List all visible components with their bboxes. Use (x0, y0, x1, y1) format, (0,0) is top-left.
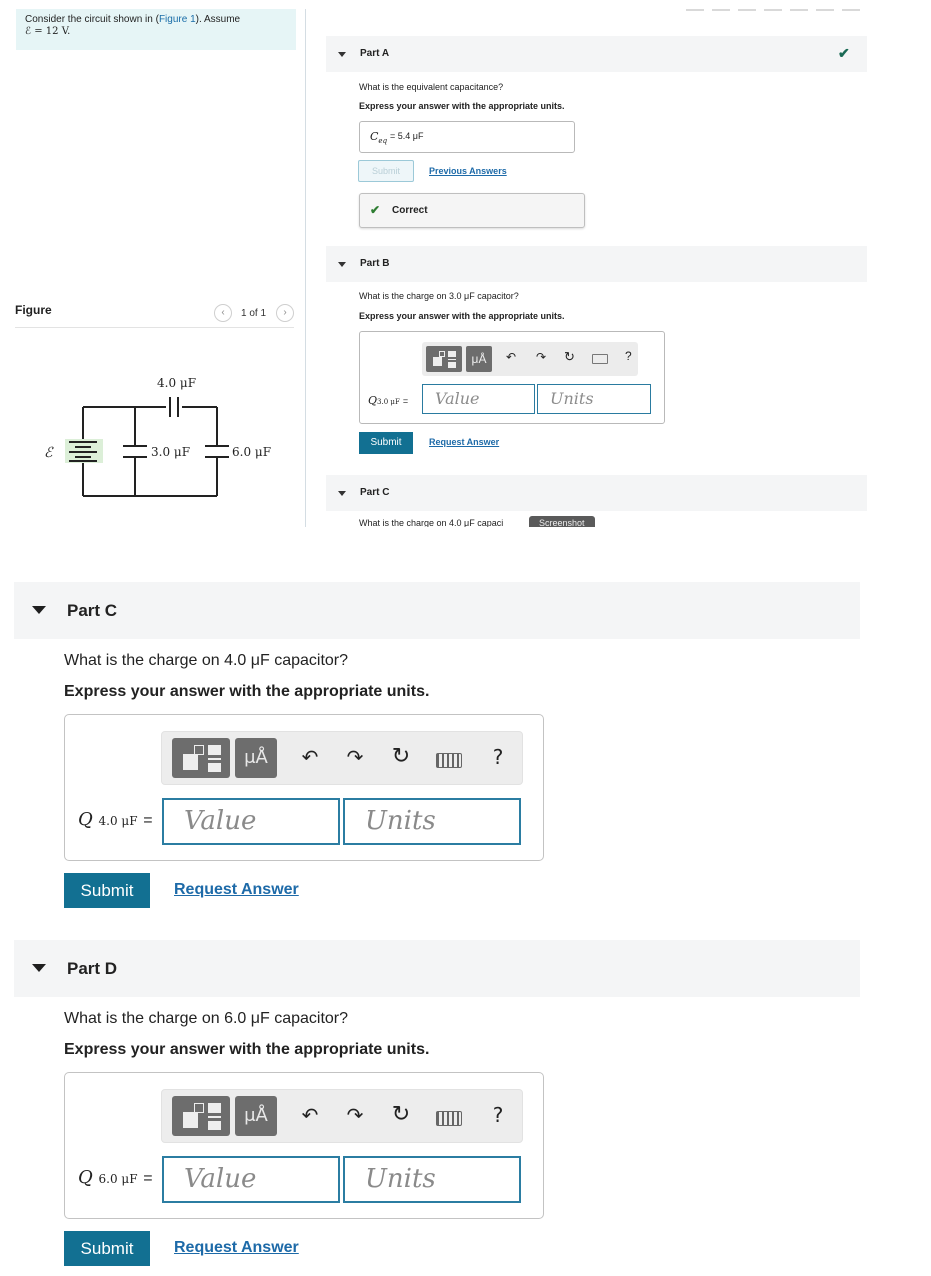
part-c-instruction: Express your answer with the appropriate units. (64, 683, 430, 700)
redo-icon[interactable]: ↷ (536, 350, 547, 364)
part-c-question: What is the charge on 4.0 μF capacitor? (64, 652, 349, 669)
part-c-clip (326, 512, 867, 527)
reset-icon[interactable]: ↻ (564, 349, 575, 364)
part-b-header[interactable] (326, 246, 867, 282)
part-c-title-small: Part C (360, 487, 390, 498)
part-d-question: What is the charge on 6.0 μF capacitor? (64, 1010, 349, 1027)
redo-icon[interactable]: ↷ (346, 1103, 364, 1127)
part-b-toolbar (422, 342, 638, 376)
part-b-units-input[interactable]: Units (537, 384, 651, 414)
help-icon[interactable]: ? (492, 745, 504, 769)
units-icon[interactable]: μÅ (466, 346, 492, 372)
part-d-answer-box (64, 1072, 544, 1219)
emf-value: ℰ = 12 V. (25, 26, 71, 37)
part-b-answer-box (359, 331, 665, 424)
part-a-question: What is the equivalent capacitance? (359, 82, 504, 92)
undo-icon[interactable]: ↶ (506, 350, 517, 364)
chevron-left-icon[interactable]: ‹ (214, 304, 232, 322)
part-c-title: Part C (67, 601, 118, 620)
units-icon[interactable]: μÅ (235, 1096, 277, 1136)
part-b-request-answer-link[interactable]: Request Answer (429, 437, 500, 447)
part-b-var-label: Q3.0 μF = (368, 394, 409, 407)
chevron-right-icon[interactable]: › (276, 304, 294, 322)
cap-label-mid: 3.0 μF (151, 445, 191, 459)
previous-answers-link[interactable]: Previous Answers (429, 166, 507, 176)
check-icon: ✔ (370, 203, 381, 217)
screenshot-tooltip: Screenshot (529, 516, 595, 527)
figure-link[interactable]: Figure 1 (158, 14, 196, 25)
part-d-submit-button[interactable]: Submit (64, 1231, 150, 1266)
redo-icon[interactable]: ↷ (346, 745, 364, 769)
part-a-instruction: Express your answer with the appropriate units. (359, 101, 565, 111)
part-c-question-small: What is the charge on 4.0 μF capaci (359, 518, 504, 527)
part-d-var-label: Q 6.0 μF = (78, 1167, 153, 1188)
figure-label: Figure (15, 303, 52, 317)
part-d-header[interactable] (14, 940, 860, 997)
part-d-instruction: Express your answer with the appropriate units. (64, 1041, 430, 1058)
help-icon[interactable]: ? (625, 349, 632, 363)
check-icon: ✔ (838, 45, 850, 61)
caret-down-icon (338, 262, 346, 267)
part-a-answer-value: = 5.4 μF (390, 131, 424, 141)
problem-statement (16, 9, 296, 50)
part-c-answer-box (64, 714, 544, 861)
part-c-var-label: Q 4.0 μF = (78, 809, 153, 830)
keyboard-icon[interactable] (436, 1111, 462, 1126)
part-d-units-input[interactable]: Units (343, 1156, 521, 1203)
part-b-title: Part B (360, 258, 390, 269)
help-icon[interactable]: ? (492, 1103, 504, 1127)
part-b-submit-button[interactable]: Submit (359, 432, 413, 454)
part-c-request-answer-link[interactable]: Request Answer (174, 881, 299, 898)
undo-icon[interactable]: ↶ (301, 1103, 319, 1127)
part-a-answer-var: $C_{eq}$ (370, 130, 388, 146)
template-icon[interactable] (172, 738, 230, 778)
part-d-toolbar (161, 1089, 523, 1143)
part-d-request-answer-link[interactable]: Request Answer (174, 1239, 299, 1256)
part-b-instruction: Express your answer with the appropriate units. (359, 311, 565, 321)
correct-feedback (359, 193, 585, 228)
part-c-toolbar (161, 731, 523, 785)
header-strip (686, 9, 864, 11)
part-a-title: Part A (360, 48, 390, 59)
undo-icon[interactable]: ↶ (301, 745, 319, 769)
part-c-header-small[interactable] (326, 475, 867, 511)
part-d-title: Part D (67, 959, 118, 978)
keyboard-icon[interactable] (436, 753, 462, 768)
cap-label-right: 6.0 μF (232, 445, 272, 459)
caret-down-icon (338, 491, 346, 496)
part-a-answer-box (359, 121, 575, 153)
units-icon[interactable]: μÅ (235, 738, 277, 778)
reset-icon[interactable]: ↻ (391, 744, 411, 769)
cap-label-top: 4.0 μF (157, 376, 197, 390)
part-a-header[interactable] (326, 36, 867, 72)
part-d-value-input[interactable]: Value (162, 1156, 340, 1203)
template-icon[interactable] (172, 1096, 230, 1136)
caret-down-icon (32, 606, 46, 614)
part-a-submit-button[interactable]: Submit (358, 160, 414, 182)
caret-down-icon (338, 52, 346, 57)
circuit-diagram (40, 365, 290, 505)
reset-icon[interactable]: ↻ (391, 1102, 411, 1127)
template-icon[interactable] (426, 346, 462, 372)
part-c-header[interactable] (14, 582, 860, 639)
problem-text: Consider the circuit shown in ( (25, 14, 159, 25)
correct-text: Correct (392, 205, 428, 216)
circuit-emf-label: ℰ (44, 445, 53, 461)
part-c-units-input[interactable]: Units (343, 798, 521, 845)
part-c-submit-button[interactable]: Submit (64, 873, 150, 908)
part-c-value-input[interactable]: Value (162, 798, 340, 845)
figure-pager: 1 of 1 (241, 308, 267, 319)
part-b-question: What is the charge on 3.0 μF capacitor? (359, 291, 519, 301)
part-b-value-input[interactable]: Value (422, 384, 535, 414)
problem-text-end: ). Assume (195, 14, 241, 25)
keyboard-icon[interactable] (592, 354, 608, 364)
figure-divider (15, 327, 294, 328)
panel-divider (305, 9, 306, 527)
caret-down-icon (32, 964, 46, 972)
